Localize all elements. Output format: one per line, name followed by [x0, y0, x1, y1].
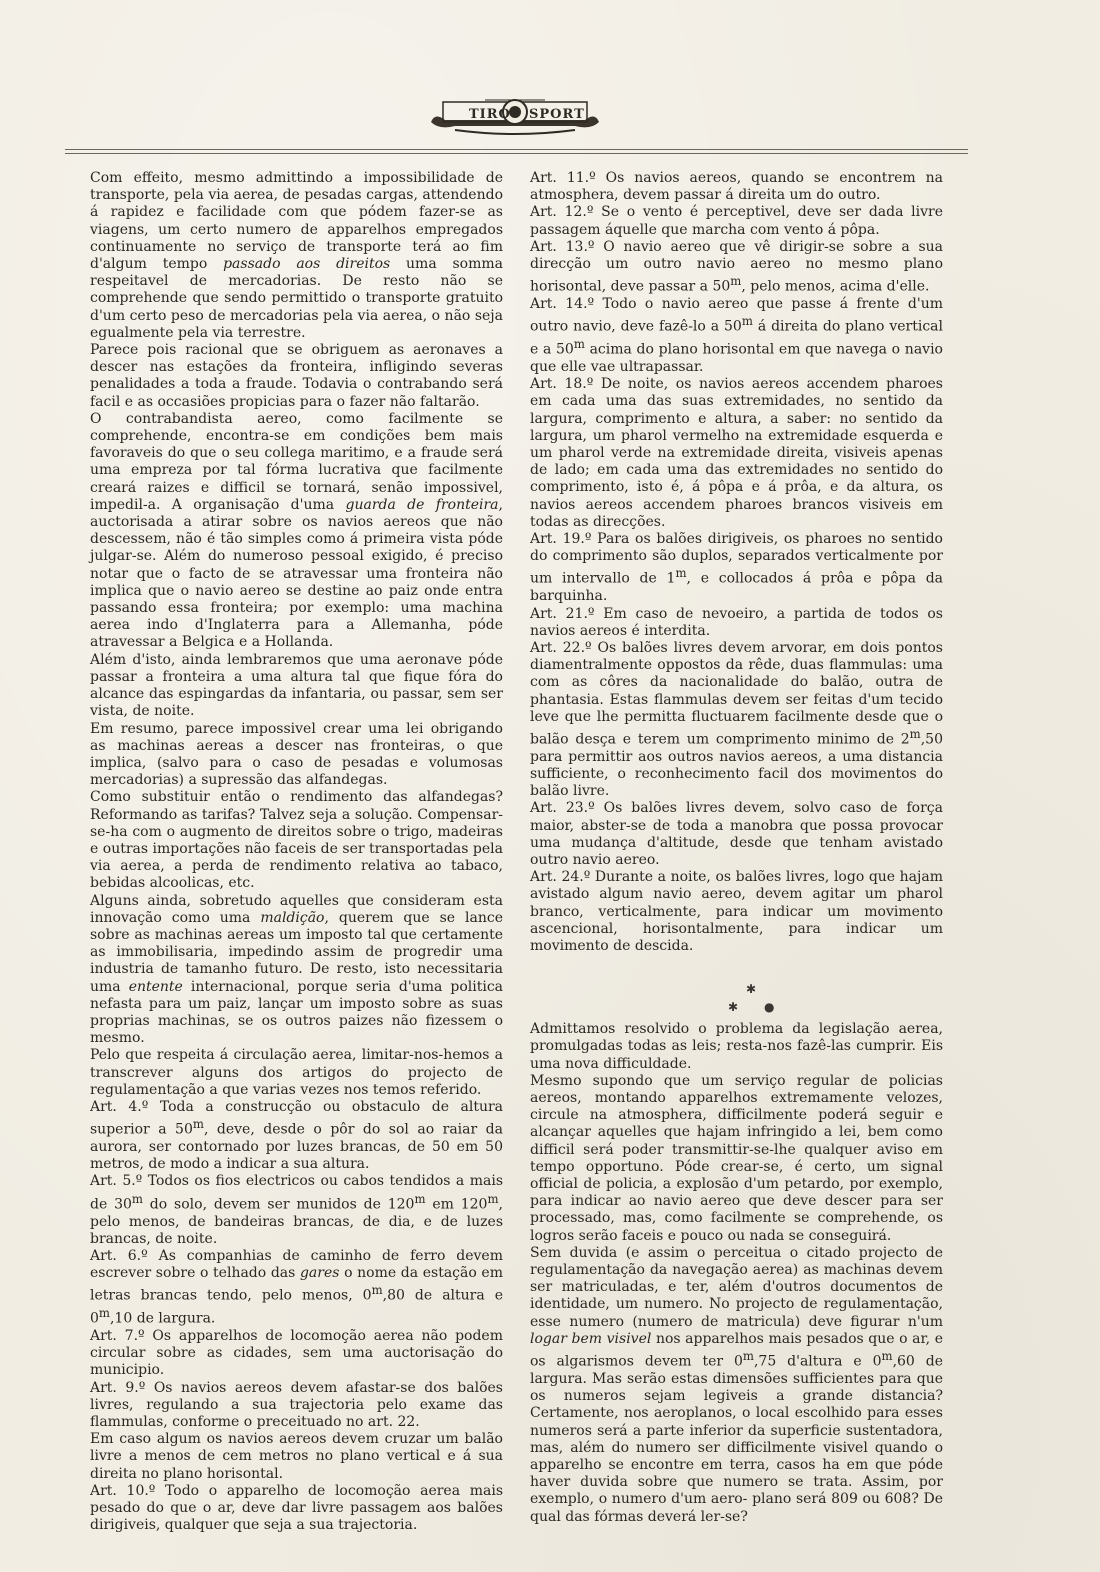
- asterisk-icon: ✱: [746, 982, 757, 997]
- paragraph: Art. 23.º Os balões livres devem, solvo caso de força maior, abster-se de toda a manobra que possa provocar uma mudança d'altitude, desde que tenham avistado outro navio aereo.: [530, 800, 943, 868]
- paragraph: Art. 5.º Todos os fios electricos ou cabos tendidos a mais de 30$^m$ do solo, devem ser munidos de 120$^m$ em 120$^m$, pelo menos, de bandeiras brancas, de dia, e de luzes brancas, de noite.: [90, 1173, 503, 1247]
- paragraph: Art. 14.º Todo o navio aereo que passe á frente d'um outro navio, deve fazê-lo a 50$^m$ á direita do plano vertical e a 50$^m$ acima do plano horisontal em que navega o navio que elle vae ultrapassar.: [530, 296, 943, 375]
- paragraph: Art. 21.º Em caso de nevoeiro, a partida de todos os navios aereos é interdita.: [530, 605, 943, 639]
- paragraph: Como substituir então o rendimento das alfandegas? Reformando as tarifas? Talvez seja a solução. Compensar-se-ha com o augmento de direitos sobre o trigo, madeiras e outras importações não faceis de ser transportadas pela via aerea, a perda de rendimento relativa ao tabaco, bebidas alcoolicas, etc.: [90, 789, 503, 892]
- paragraph: Art. 4.º Toda a construcção ou obstaculo de altura superior a 50$^m$, deve, desde o pôr do sol ao raiar da aurora, ser contornado por luzes brancas, de 50 em 50 metros, de modo a indicar a sua altura.: [90, 1098, 503, 1173]
- paragraph: Art. 19.º Para os balões dirigiveis, os pharoes no sentido do comprimento são duplos, separados verticalmente por um intervallo de 1$^m$, e collocados á prôa e pôpa da barquinha.: [530, 531, 943, 605]
- paragraph: Art. 18.º De noite, os navios aereos accendem pharoes em cada uma das suas extremidades, no sentido da largura, comprimento e altura, a saber: no sentido da largura, um pharol vermelho na extremidade esquerda e um pharol verde na extremidade direita, visiveis apenas de lado; em cada uma das extremidades no sentido do comprimento, isto é, á pôpa e á prôa, e da altura, os navios aereos accendem pharoes brancos visiveis em todas as direcções.: [530, 376, 943, 530]
- paragraph: Art. 24.º Durante a noite, os balões livres, logo que hajam avistado algum navio aereo, devem agitar um pharol branco, verticalmente, para indicar um movimento ascencional, horisontalmente, para indicar um movimento de descida.: [530, 869, 943, 955]
- paragraph: Art. 6.º As companhias de caminho de ferro devem escrever sobre o telhado das gares o nome da estação em letras brancas tendo, pelo menos, 0$^m$,80 de altura e 0$^m$,10 de largura.: [90, 1247, 503, 1327]
- paragraph: Além d'isto, ainda lembraremos que uma aeronave póde passar a fronteira a uma altura tal que fique fóra do alcance das espingardas da infantaria, ou passar, sem ser vista, de noite.: [90, 651, 503, 720]
- paragraph: Parece pois racional que se obriguem as aeronaves a descer nas estações da fronteira, infligindo severas penalidades a toda a fraude. Todavia o contrabando será facil e as occasiões propicias para o fazer não faltarão.: [90, 342, 503, 410]
- masthead-emblem-icon: [425, 90, 605, 138]
- asterisk-icon: ●: [764, 1000, 775, 1015]
- header-rule-top: [65, 149, 968, 150]
- paragraph: Art. 9.º Os navios aereos devem afastar-se dos balões livres, regulando a sua trajectoria pelo exame das flammulas, conforme o preceituado no art. 22.: [90, 1379, 503, 1431]
- svg-text:TIRO: TIRO: [469, 107, 511, 122]
- paragraph: Art. 11.º Os navios aereos, quando se encontrem na atmosphera, devem passar á direita um do outro.: [530, 170, 943, 204]
- paragraph: Alguns ainda, sobretudo aquelles que consideram esta innovação como uma maldição, querem que se lance sobre as machinas aereas um imposto tal que certamente as immobilisaria, impedindo assim de progredir uma industria de tamanho futuro. De resto, isto necessitaria uma entente internacional, porque seria d'uma politica nefasta para um paiz, lançar um imposto sobre as suas proprias machinas, se os outros paizes não fizessem o mesmo.: [90, 892, 504, 1047]
- paragraph: Mesmo supondo que um serviço regular de policias aereos, montando apparelhos extremamente velozes, circule na atmosphera, difficilmente poderá seguir e alcançar aquelles que hajam infringido a lei, bem como difficil será poder transmittir-se-lhe qualquer aviso em tempo opportuno. Póde crear-se, é certo, um signal official de policia, a explosão d'um petardo, por exemplo, para indicar ao navio aereo que deve descer para ser processado, mas, como facilmente se comprehende, os logros serão faceis e pouco ou nada se conseguirá.: [530, 1072, 943, 1244]
- paragraph: Admittamos resolvido o problema da legislação aerea, promulgadas todas as leis; resta-nos fazê-las cumprir. Eis uma nova difficuldade.: [530, 1021, 943, 1072]
- paragraph: Art. 22.º Os balões livres devem arvorar, em dois pontos diamentralmente oppostos da rêde, duas flammulas: uma com as côres da nacionalidade do balão, outra de phantasia. Estas flammulas devem ser feitas d'um tecido leve que lhe permitta fluctuarem facilmente desde que o balão desça e terem um comprimento minimo de 2$^m$,50 para permittir aos outros navios aereos, a uma distancia sufficiente, o reconhecimento facil dos movimentos do balão livre.: [530, 639, 943, 800]
- paragraph: Art. 13.º O navio aereo que vê dirigir-se sobre a sua direcção um outro navio aereo no mesmo plano horisontal, deve passar a 50$^m$, pelo menos, acima d'elle.: [530, 238, 943, 295]
- asterisk-icon: ✱: [728, 1000, 739, 1015]
- paragraph: Sem duvida (e assim o perceitua o citado projecto de regulamentação da navegação aerea) as machinas devem ser matriculadas, e ter, além d'outros documentos de identidade, um numero. No projecto de regulamentação, esse numero (numero de matricula) deve figurar n'um logar bem visivel nos apparelhos mais pesados que o ar, e os algarismos devem ter 0$^m$,75 d'altura e 0$^m$,60 de largura. Mas serão estas dimensões sufficientes para que os numeros sejam legiveis a grande distancia? Certamente, nos aeroplanos, o local escolhido para esses numeros será a parte inferior da superficie sustentadora, mas, além do numero ser difficilmente visivel quando o apparelho se encontre em terra, casos ha em que póde haver duvida sobre que numero se trata. Assim, por exemplo, o numero d'um aero- plano será 809 ou 608? De qual das fórmas deverá ler-se?: [530, 1244, 943, 1525]
- left-column: [90, 170, 503, 1534]
- paragraph: Com effeito, mesmo admittindo a impossibilidade de transporte, pela via aerea, de pesadas cargas, attendendo á rapidez e facilidade com que pódem fazer-se as viagens, um certo numero de apparelhos empregados continuamente no serviço de transporte terá ao fim d'algum tempo passado aos direitos uma somma respeitavel de mercadorias. De resto não se comprehende que sendo permittido o transporte gratuito d'um certo peso de mercadorias pela via aerea, o não seja egualmente pela via terrestre.: [90, 170, 503, 341]
- masthead-logo: [425, 90, 605, 138]
- paragraph: Art. 7.º Os apparelhos de locomoção aerea não podem circular sobre as cidades, sem uma auctorisação do municipio.: [90, 1328, 503, 1379]
- paragraph: Em caso algum os navios aereos devem cruzar um balão livre a menos de cem metros no plano vertical e á sua direita no plano horisontal.: [90, 1431, 503, 1482]
- svg-text:SPORT: SPORT: [529, 107, 585, 122]
- paragraph: Art. 12.º Se o vento é perceptivel, deve ser dada livre passagem áquelle que marcha com vento á pôpa.: [530, 204, 943, 238]
- right-column: [530, 170, 943, 1526]
- header-rule-bottom: [65, 153, 968, 154]
- asterism-divider: [530, 969, 943, 1021]
- paragraph: Pelo que respeita á circulação aerea, limitar-nos-hemos a transcrever alguns dos artigos do projecto de regulamentação a que varias vezes nos temos referido.: [90, 1047, 503, 1098]
- paragraph: O contrabandista aereo, como facilmente se comprehende, encontra-se em condições bem mais favoraveis do que o seu collega maritimo, e a fraude será uma empreza por tal fórma lucrativa que facilmente creará raizes e difficil se tornará, senão impossivel, impedil-a. A organisação d'uma guarda de fronteira, auctorisada a atirar sobre os navios aereos que não descessem, não é tão simples como á primeira vista póde julgar-se. Além do numeroso pessoal exigido, é preciso notar que o facto de se atravessar uma fronteira não implica que o navio aereo se destine ao paiz onde entra passando essa fronteira; por exemplo: uma machina aerea indo d'Inglaterra para a Allemanha, póde atravessar a Belgica e a Hollanda.: [90, 410, 503, 651]
- paragraph: Em resumo, parece impossivel crear uma lei obrigando as machinas aereas a descer nas fronteiras, o que implica, (salvo para o caso de pesadas e volumosas mercadorias) a supressão das alfandegas.: [90, 720, 503, 789]
- paragraph: Art. 10.º Todo o apparelho de locomoção aerea mais pesado do que o ar, deve dar livre passagem aos balões dirigiveis, qualquer que seja a sua trajectoria.: [90, 1482, 503, 1534]
